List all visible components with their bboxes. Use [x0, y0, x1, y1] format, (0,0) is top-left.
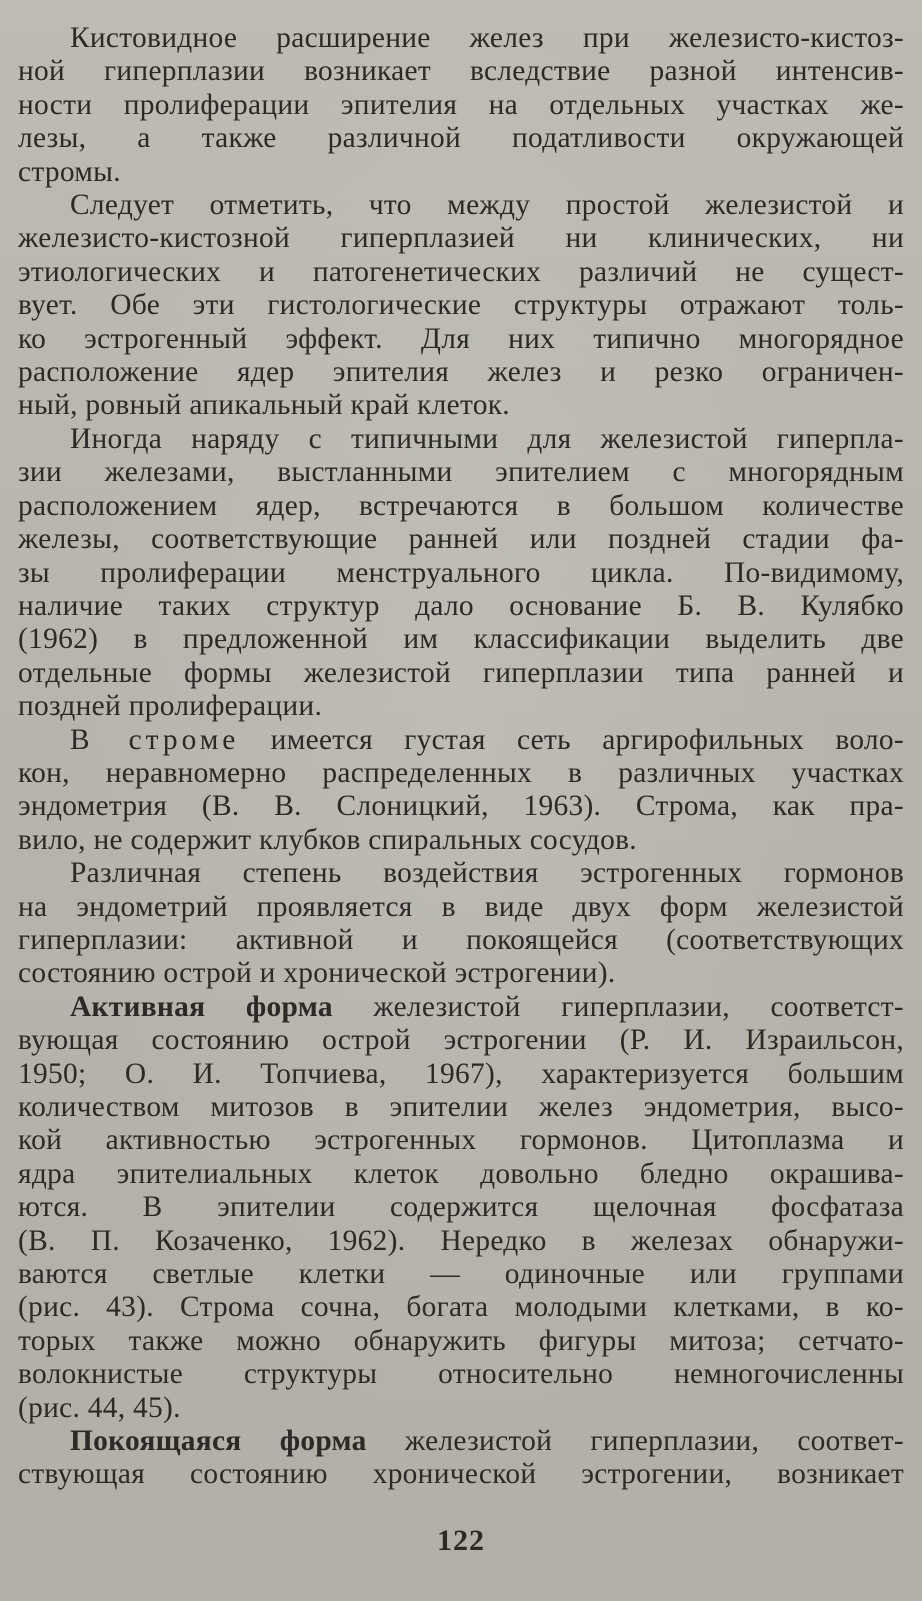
text-line	[18, 523, 904, 556]
page-number: 122	[437, 1524, 485, 1557]
line-text: торых также можно обнаружить фигуры митоза; сетчато-	[18, 1324, 904, 1357]
text-line	[18, 957, 904, 990]
text-line	[18, 289, 904, 322]
line-text: ются. В эпителии содержится щелочная фосфатаза	[18, 1191, 904, 1224]
line-text: железистой гиперплазии, соответ-	[366, 1425, 905, 1458]
text-line	[18, 1225, 904, 1258]
spaced-term: В строме	[70, 723, 240, 756]
line-text: этиологических и патогенетических различий не сущест-	[18, 255, 904, 288]
line-text: имеется густая сеть аргирофильных воло-	[239, 723, 904, 756]
line-text: количеством митозов в эпителии желез эндометрия, высо-	[18, 1091, 904, 1123]
paragraph-p5	[18, 857, 904, 991]
line-text: расположением ядер, встречаются в большом количестве	[18, 489, 904, 522]
line-text: расположение ядер эпителия желез и резко ограничен-	[18, 356, 904, 389]
bold-term: Активная форма	[70, 990, 333, 1023]
line-text: ствующая состоянию хронической эстрогении, возникает	[18, 1458, 904, 1491]
line-text: вующая состоянию острой эстрогении (Р. И. Израильсон,	[18, 1024, 904, 1057]
line-text: ко эстрогенный эффект. Для них типично многорядное	[18, 322, 904, 355]
text-line	[18, 256, 904, 289]
line-text: Иногда наряду с типичными для железистой гиперпла-	[70, 422, 904, 455]
text-line	[18, 1325, 904, 1358]
text-line	[18, 356, 904, 389]
text-line	[18, 456, 904, 489]
line-text: ности пролиферации эпителия на отдельных участках же-	[18, 88, 904, 121]
text-line	[18, 790, 904, 823]
text-line	[18, 1358, 904, 1391]
text-line	[18, 22, 904, 55]
line-text: (В. П. Козаченко, 1962). Нередко в железах обнаружи-	[18, 1224, 904, 1257]
line-text: железистой гиперплазии, соответст-	[332, 990, 904, 1023]
text-line	[18, 991, 904, 1024]
text-line	[18, 757, 904, 790]
line-text: ваются светлые клетки — одиночные или группами	[18, 1258, 904, 1291]
line-text: стромы.	[18, 155, 121, 188]
line-text: (1962) в предложенной им классификации выделить две	[18, 623, 904, 656]
line-text: ный, ровный апикальный край клеток.	[18, 389, 510, 422]
text-line	[18, 657, 904, 690]
text-line	[18, 1124, 904, 1157]
text-line	[18, 1392, 904, 1425]
paragraph-p2	[18, 189, 904, 423]
text-line	[18, 423, 904, 456]
line-text: Различная степень воздействия эстрогенных гормонов	[70, 857, 904, 890]
line-text: эндометрия (В. В. Слоницкий, 1963). Строма, как пра-	[18, 790, 904, 823]
paragraph-p4	[18, 724, 904, 858]
text-line	[18, 924, 904, 957]
text-line	[18, 1291, 904, 1324]
line-text: состоянию острой и хронической эстрогении).	[18, 957, 616, 990]
line-text: кон, неравномерно распределенных в различных участках	[18, 756, 904, 789]
line-text: поздней пролиферации.	[18, 690, 323, 723]
line-text: вует. Обе эти гистологические структуры отражают толь-	[18, 289, 904, 322]
line-text: отдельные формы железистой гиперплазии типа ранней и	[18, 656, 904, 689]
text-line	[18, 623, 904, 656]
line-text: железисто-кистозной гиперплазией ни клинических, ни	[18, 222, 904, 255]
text-line	[18, 1191, 904, 1224]
text-line	[18, 89, 904, 122]
text-body	[18, 22, 904, 1492]
text-line	[18, 690, 904, 723]
text-line	[18, 1158, 904, 1191]
line-text: вило, не содержит клубков спиральных сосудов.	[18, 823, 637, 856]
line-text: лезы, а также различной податливости окружающей	[18, 122, 904, 155]
text-line	[18, 891, 904, 924]
line-text: зы пролиферации менструального цикла. По-видимому,	[18, 556, 904, 589]
text-line	[18, 122, 904, 155]
line-text: волокнистые структуры относительно немногочисленны	[18, 1358, 904, 1391]
paragraph-p1	[18, 22, 904, 189]
paragraph-p6	[18, 991, 904, 1425]
line-text: 1950; О. И. Топчиева, 1967), характеризуется большим	[18, 1057, 904, 1090]
text-line	[18, 323, 904, 356]
text-line	[18, 389, 904, 422]
text-line	[18, 557, 904, 590]
line-text: наличие таких структур дало основание Б. В. Кулябко	[18, 589, 904, 622]
line-text: железы, соответствующие ранней или поздней стадии фа-	[18, 523, 904, 556]
line-text: ной гиперплазии возникает вследствие разной интенсив-	[18, 55, 904, 88]
text-line	[18, 1258, 904, 1291]
text-line	[18, 156, 904, 189]
text-line	[18, 590, 904, 623]
text-line	[18, 1458, 904, 1491]
line-text: гиперплазии: активной и покоящейся (соответствующих	[18, 923, 904, 956]
line-text: кой активностью эстрогенных гормонов. Цитоплазма и	[18, 1124, 904, 1157]
line-text: Кистовидное расширение желез при железисто-кистоз-	[70, 22, 904, 54]
text-line	[18, 1091, 904, 1124]
text-line	[18, 857, 904, 890]
text-line	[18, 222, 904, 255]
line-text: ядра эпителиальных клеток довольно бледно окрашива-	[18, 1157, 904, 1190]
line-text: зии железами, выстланными эпителием с многорядным	[18, 456, 904, 489]
text-line	[18, 1425, 904, 1458]
paragraph-p7	[18, 1425, 904, 1492]
text-line	[18, 724, 904, 757]
text-line	[18, 55, 904, 88]
paragraph-p3	[18, 423, 904, 724]
bold-term: Покоящаяся форма	[70, 1425, 367, 1458]
text-line	[18, 189, 904, 222]
text-line	[18, 1058, 904, 1091]
text-line	[18, 824, 904, 857]
line-text: (рис. 43). Строма сочна, богата молодыми клетками, в ко-	[18, 1291, 904, 1324]
line-text: (рис. 44, 45).	[18, 1391, 181, 1424]
text-line	[18, 1024, 904, 1057]
text-line	[18, 490, 904, 523]
line-text: Следует отметить, что между простой железистой и	[70, 189, 904, 222]
line-text: на эндометрий проявляется в виде двух форм железистой	[18, 890, 904, 923]
